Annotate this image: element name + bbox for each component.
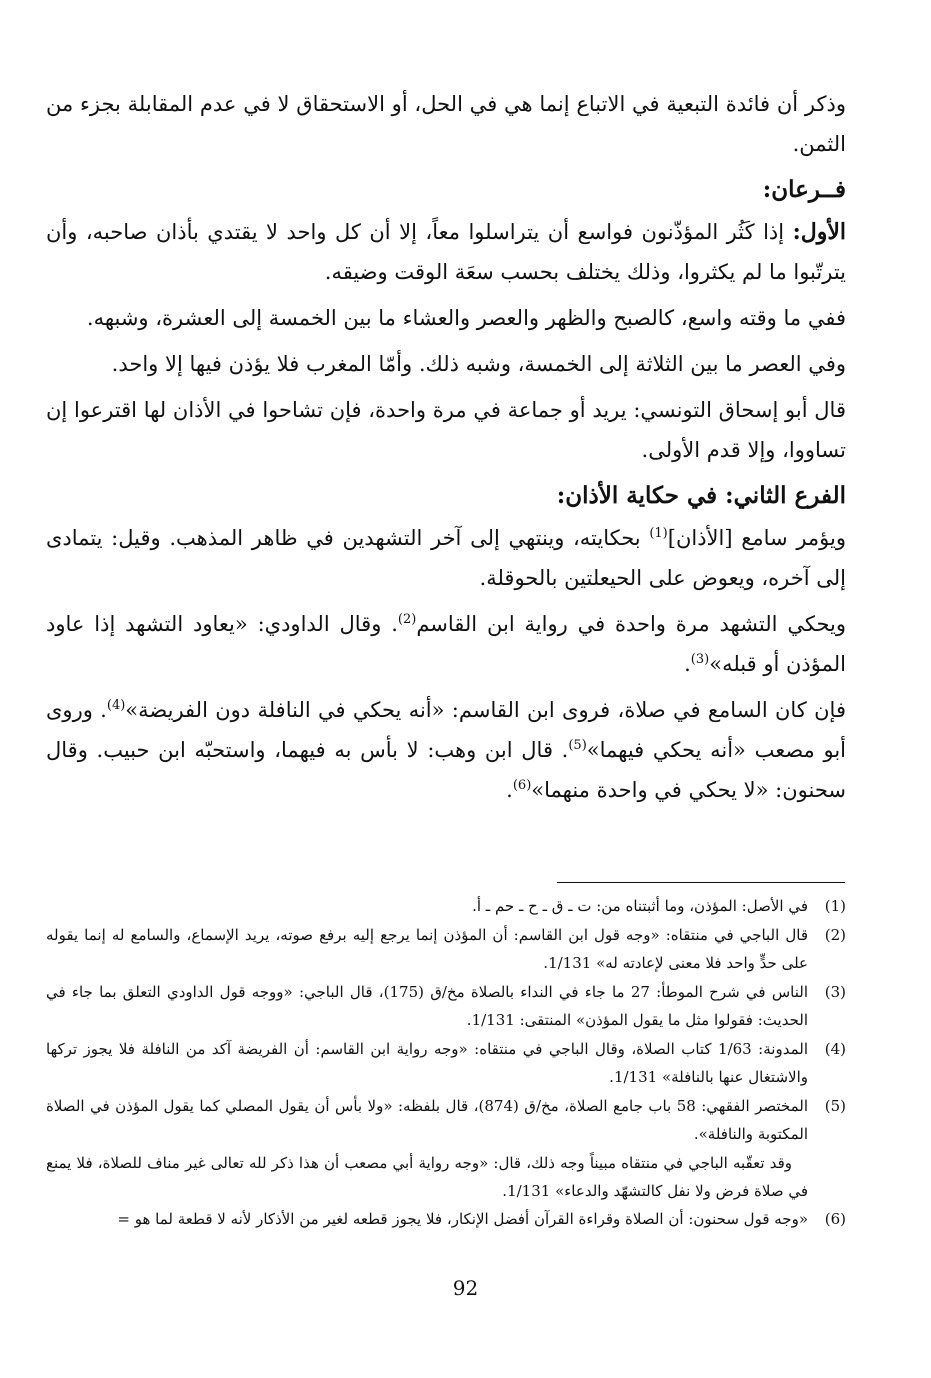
tunisi-paragraph: قال أبو إسحاق التونسي: يريد أو جماعة في مرة واحدة، فإن تشاحوا في الأذان لها اقترعوا إن تساووا، وإلا قدم الأولى. bbox=[46, 398, 846, 462]
footnote-text: المدونة: 1/63 كتاب الصلاة، وقال الباجي في منتقاه: «وجه رواية ابن القاسم: أن الفريضة آكد من النافلة فلا يجوز تركها والاشتغال عنها بالنافلة» 1/131. bbox=[46, 1040, 808, 1086]
prayer-text-d: . bbox=[506, 778, 513, 802]
footnote-number: (1) bbox=[824, 897, 846, 915]
prayer-text-c: . قال ابن وهب: لا بأس به فيهما، واستحبّه ابن حبيب. وقال سحنون: «لا يحكي في واحدة منهما» bbox=[46, 738, 846, 802]
first-branch-paragraph bbox=[46, 212, 846, 292]
tashahhud-paragraph bbox=[46, 604, 846, 684]
listener-text-b: بحكايته، وينتهي إلى آخر التشهدين في ظاهر المذهب. وقيل: يتمادى إلى آخره، ويعوض على الحيعلتين بالحوقلة. bbox=[46, 526, 846, 590]
footnote-text: في الأصل: المؤذن، وما أثبتناه من: ت ـ ق ـ ح ـ حم ـ أ. bbox=[472, 897, 808, 915]
prayer-paragraph bbox=[46, 690, 846, 810]
page-number: 92 bbox=[452, 1276, 479, 1300]
footnotes bbox=[46, 892, 846, 1234]
tashahhud-text-b: . وقال الداودي: «يعاود التشهد إذا عاود المؤذن أو قبله» bbox=[46, 612, 846, 676]
footnote-number: (2) bbox=[824, 926, 846, 944]
prayer-text-b: . وروى أبو مصعب «أنه يحكي فيهما» bbox=[46, 698, 846, 762]
main-text bbox=[46, 84, 846, 816]
wide-time-paragraph: ففي ما وقته واسع، كالصبح والظهر والعصر والعشاء ما بين الخمسة إلى العشرة، وشبهه. bbox=[86, 306, 846, 330]
prayer-text-a: فإن كان السامع في صلاة، فروى ابن القاسم: «أنه يحكي في النافلة دون الفريضة» bbox=[125, 698, 846, 722]
listener-paragraph bbox=[46, 518, 846, 598]
footnote-item bbox=[46, 978, 846, 1034]
intro-paragraph: وذكر أن فائدة التبعية في الاتباع إنما هي في الحل، أو الاستحقاق لا في عدم المقابلة بجزء من الثمن. bbox=[46, 92, 846, 156]
footnote-text: «وجه قول سحنون: أن الصلاة وقراءة القرآن أفضل الإنكار، فلا يجوز قطعه لغير من الأذكار لأنه لا قطعة لما هو = bbox=[117, 1210, 808, 1228]
footnote-number: (3) bbox=[824, 983, 846, 1001]
footnote-number: (4) bbox=[824, 1040, 846, 1058]
footnote-text: المختصر الفقهي: 58 باب جامع الصلاة، مخ/ق (874)، قال بلفظه: «ولا بأس أن يقول المصلي كما يقول المؤذن في الصلاة المكتوبة والنافلة». bbox=[46, 1097, 808, 1143]
footnote-ref-5: (5) bbox=[568, 738, 587, 753]
first-branch-text: إذا كَثُر المؤذّنون فواسع أن يتراسلوا معاً، إلا أن كل واحد لا يقتدي بأذان صاحبه، وأن يترتّبوا ما لم يكثروا، وذلك يختلف بحسب سعَة الوقت وضيقه. bbox=[46, 220, 846, 284]
footnote-divider bbox=[557, 882, 845, 883]
first-branch-lead: الأول: bbox=[792, 219, 846, 245]
tashahhud-text-c: . bbox=[684, 652, 691, 676]
footnote-text: الناس في شرح الموطأ: 27 ما جاء في النداء بالصلاة مخ/ق (175)، قال الباجي: «ووجه قول الداودي التعلق بما جاء في الحديث: فقولوا مثل ما يقول المؤذن» المنتقى: 1/131. bbox=[46, 983, 808, 1029]
footnote-item bbox=[46, 892, 846, 920]
heading-branches: فــرعان: bbox=[762, 176, 846, 203]
asr-paragraph: وفي العصر ما بين الثلاثة إلى الخمسة، وشبه ذلك. وأمّا المغرب فلا يؤذن فيها إلا واحد. bbox=[111, 352, 846, 376]
tashahhud-text-a: ويحكي التشهد مرة واحدة في رواية ابن القاسم bbox=[416, 612, 846, 636]
footnote-item bbox=[46, 1035, 846, 1091]
footnote-item bbox=[46, 1092, 846, 1148]
footnote-ref-6: (6) bbox=[512, 778, 532, 793]
footnote-number: (5) bbox=[824, 1097, 846, 1115]
footnote-ref-3: (3) bbox=[690, 652, 710, 667]
footnote-continuation: وقد تعقّبه الباجي في منتقاه مبيناً وجه ذلك، قال: «وجه رواية أبي مصعب أن هذا ذكر لله تعالى غير مناف للصلاة، فلا يمنع في صلاة فرض ولا نفل كالتشهّد والدعاء» 1/131. bbox=[46, 1154, 808, 1200]
footnote-ref-2: (2) bbox=[397, 612, 417, 627]
footnote-ref-4: (4) bbox=[106, 698, 126, 713]
listener-text-a: ويؤمر سامع [الأذان] bbox=[667, 526, 846, 550]
footnote-item bbox=[46, 921, 846, 977]
footnote-text: قال الباجي في منتقاه: «وجه قول ابن القاسم: أن المؤذن إنما يرجع إليه برفع صوته، يريد الإسماع، والسامع له إنما يقوله على حدٍّ واحد فلا معنى لإعادته له» 1/131. bbox=[46, 926, 808, 972]
footnote-number: (6) bbox=[824, 1210, 846, 1228]
footnote-item bbox=[46, 1205, 846, 1233]
footnote-ref-1: (1) bbox=[649, 526, 668, 541]
heading-second-branch: الفرع الثاني: في حكاية الأذان: bbox=[556, 482, 846, 509]
